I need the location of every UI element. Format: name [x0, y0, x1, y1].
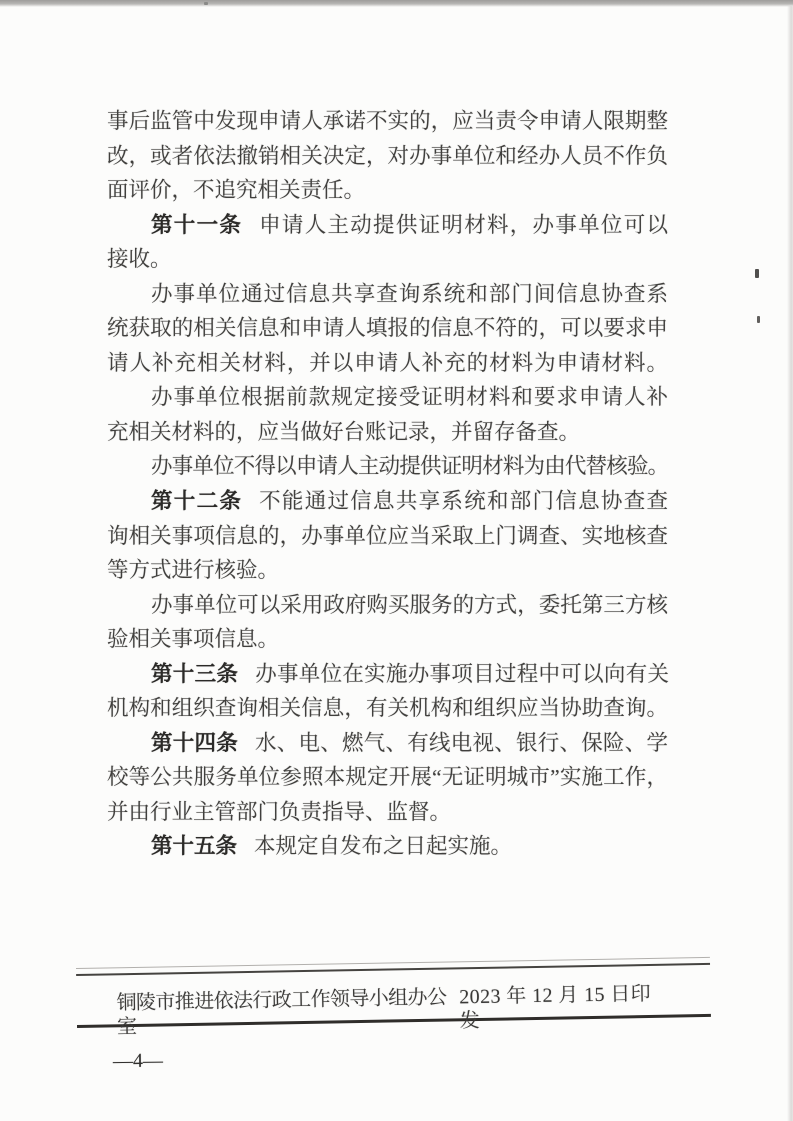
text-line [107, 760, 668, 795]
line-text: 办事单位不得以申请人主动提供证明材料为由代替核验。 [151, 454, 668, 479]
scan-right-edge [787, 6, 793, 1121]
line-text: 并由行业主管部门负责指导、监督。 [107, 799, 452, 824]
article-number: 第十一条 [151, 212, 243, 237]
scan-top-edge [0, 0, 793, 7]
text-line [107, 311, 668, 346]
scan-speck [755, 269, 759, 278]
text-line [107, 657, 668, 692]
line-text: 请人补充相关材料，并以申请人补充的材料为申请材料。 [107, 350, 668, 375]
footer-print-date: 2023 年 12 月 15 日印发 [459, 982, 652, 1033]
line-text: 办事单位通过信息共享查询系统和部门间信息协查系 [151, 281, 668, 306]
text-line [107, 449, 668, 484]
article-number: 第十五条 [151, 834, 238, 859]
text-line [107, 173, 668, 208]
article-number: 第十三条 [151, 661, 239, 686]
text-line [107, 380, 668, 415]
line-text: 面评价，不追究相关责任。 [107, 178, 366, 203]
footer-rule-top [76, 963, 710, 976]
footer-issuer: 铜陵市推进依法行政工作领导小组办公室 [116, 986, 447, 1039]
text-line [107, 346, 668, 381]
line-text: 事后监管中发现申请人承诺不实的，应当责令申请人限期整 [107, 109, 668, 133]
text-line [107, 484, 668, 519]
text-line [107, 519, 668, 554]
line-text: 验相关事项信息。 [107, 627, 280, 652]
line-text: 充相关材料的，应当做好台账记录，并留存备查。 [107, 419, 581, 444]
line-text: 统获取的相关信息和申请人填报的信息不符的，可以要求申 [107, 316, 668, 341]
line-text: 不能通过信息共享系统和部门信息协查查 [259, 489, 668, 514]
text-line [107, 691, 668, 726]
line-text: 水、电、燃气、有线电视、银行、保险、学 [255, 730, 668, 755]
text-line [107, 726, 668, 761]
line-text: 等方式进行核验。 [107, 558, 280, 583]
line-text: 本规定自发布之日起实施。 [254, 834, 513, 859]
line-text: 机构和组织查询相关信息，有关机构和组织应当协助查询。 [107, 696, 668, 721]
article-number: 第十四条 [151, 730, 238, 755]
page-number: —4— [112, 1049, 164, 1073]
article-number: 第十二条 [151, 489, 243, 514]
scan-speck [204, 2, 208, 5]
text-line [107, 829, 668, 864]
line-text: 校等公共服务单位参照本规定开展“无证明城市”实施工作， [107, 765, 668, 790]
text-line [107, 104, 668, 139]
text-line [107, 588, 668, 623]
scan-speck [757, 316, 760, 323]
footer-text-row [76, 981, 710, 1039]
text-line [107, 139, 668, 174]
text-line [107, 795, 668, 830]
line-text: 接收。 [107, 247, 172, 272]
text-line [107, 553, 668, 588]
footer-rule-ghost [76, 957, 710, 969]
text-line [107, 622, 668, 657]
text-line [107, 415, 668, 450]
line-text: 办事单位可以采用政府购买服务的方式，委托第三方核 [151, 592, 668, 617]
line-text: 办事单位在实施办事项目过程中可以向有关 [255, 661, 668, 686]
line-text: 改，或者依法撤销相关决定，对办事单位和经办人员不作负 [107, 143, 668, 168]
document-body [107, 104, 668, 864]
line-text: 询相关事项信息的，办事单位应当采取上门调查、实地核查 [107, 523, 668, 548]
document-footer [76, 957, 711, 1039]
text-line [107, 242, 668, 277]
text-line [107, 208, 668, 243]
line-text: 办事单位根据前款规定接受证明材料和要求申请人补 [151, 385, 668, 410]
line-text: 申请人主动提供证明材料，办事单位可以 [259, 212, 668, 237]
text-line [107, 277, 668, 312]
